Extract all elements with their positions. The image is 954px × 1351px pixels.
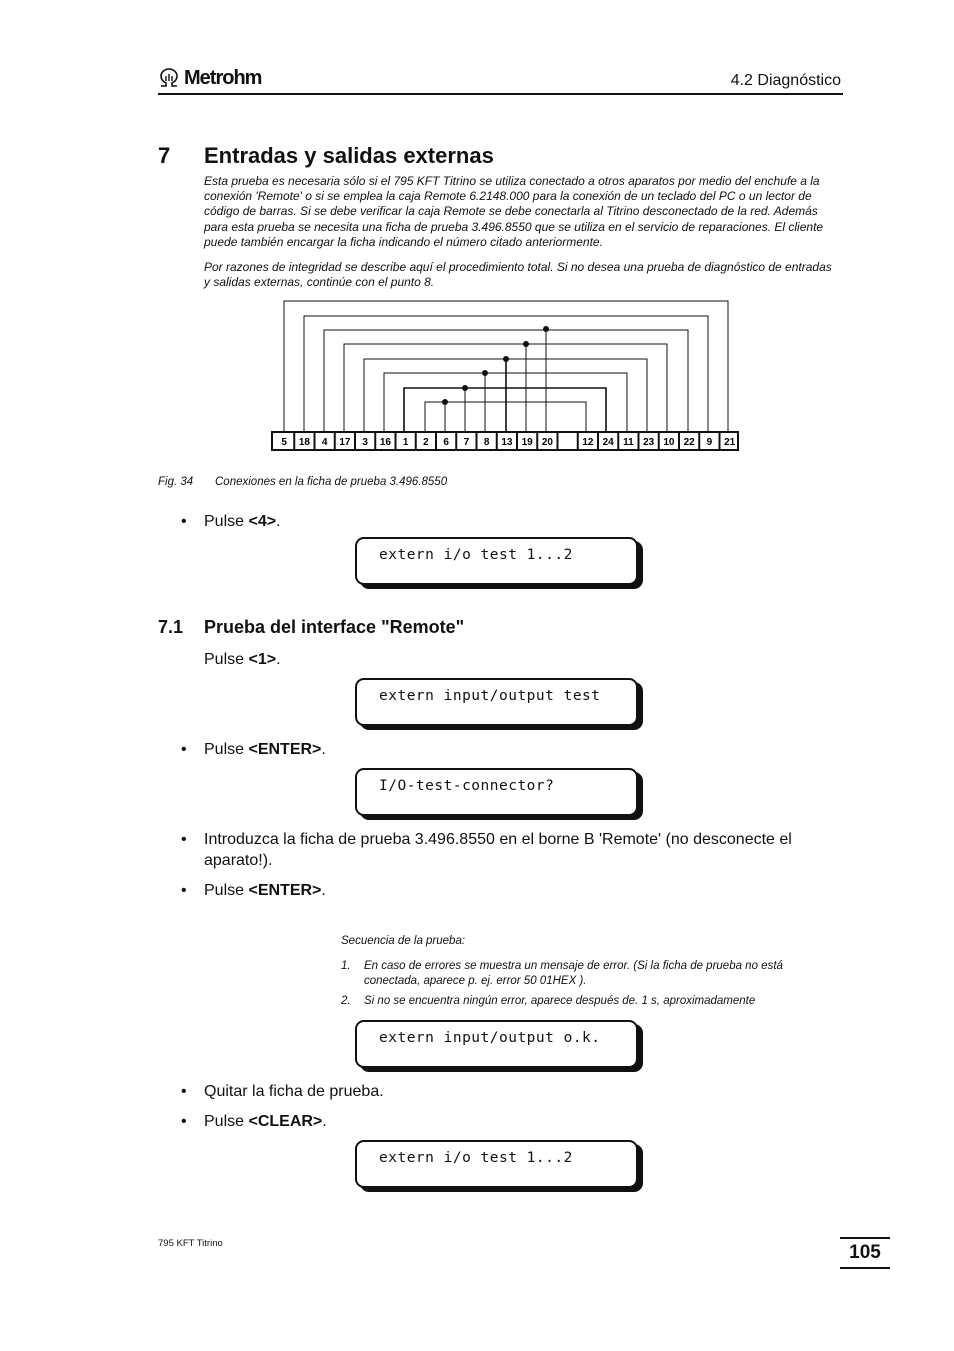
key-enter: <ENTER> [248, 741, 322, 758]
pin-label: 9 [706, 437, 713, 448]
step-text: Pulse [204, 882, 249, 899]
bullet: • [181, 882, 187, 899]
step-text: Pulse [204, 1113, 249, 1130]
connector-wiring-diagram [262, 296, 752, 456]
item-text: En caso de errores se muestra un mensaje de error. (Si la ficha de prueba no está conectada, aparece p. ej. [364, 960, 783, 987]
omega-logo-icon [158, 68, 180, 88]
figure-caption-text: Conexiones en la ficha de prueba 3.496.8550 [215, 476, 448, 488]
step-punct: . [321, 882, 326, 899]
item-number: 2. [341, 995, 351, 1007]
subsection-number: 7.1 [158, 617, 184, 637]
key-enter: <ENTER> [248, 882, 322, 899]
pin-label: 12 [582, 437, 594, 448]
pin-label: 21 [724, 437, 736, 448]
section-reference: 4.2 Diagnóstico [730, 72, 841, 89]
pin-label: 10 [663, 437, 675, 448]
lcd-text: extern i/o test 1...2 [379, 547, 573, 563]
pin-label: 23 [643, 437, 655, 448]
step-press-4 [181, 511, 281, 532]
key-1: <1> [248, 651, 277, 668]
subsection-title: Prueba del interface "Remote" [204, 617, 465, 637]
lcd-display-5 [355, 1140, 638, 1188]
pin-label: 5 [281, 437, 287, 448]
metrohm-logo [158, 66, 261, 90]
lcd-display-1 [355, 537, 638, 585]
step-press-enter-1 [181, 739, 326, 760]
intro-paragraph-1: Esta prueba es necesaria sólo si el 795 KFT Titrino se utiliza conectado a otros aparatos por medio del enchufe a la conexión 'Remote' o si se emplea la caja Remote 6.2148.000 para la conexión de un teclado del PC o un lector de código de barras. Si se debe verificar la caja Remote se debe conectarla al Titrino desconectado de la red. Además para esta prueba se necesita una ficha de prueba 3.496.8550 que se utiliza en el servicio de reparaciones. El cliente puede también encargar la ficha indicando el número citado anteriormente. [204, 174, 824, 249]
sequence-title: Secuencia de la prueba: [341, 935, 466, 947]
lcd-display-3 [355, 768, 638, 816]
lcd-text: extern input/output test [379, 688, 601, 704]
item-text: Si no se encuentra ningún error, aparece después de. 1 s, aproximadamente [364, 995, 756, 1007]
pin-label: 20 [541, 437, 553, 448]
pin-label: 7 [463, 437, 470, 448]
bullet: • [181, 1113, 187, 1130]
step-press-1 [204, 651, 281, 669]
header-rule [158, 93, 843, 95]
item-text-end: ). [576, 975, 587, 987]
lcd-display-2 [355, 678, 638, 726]
wiring-lines [284, 301, 728, 435]
pin-label: 8 [483, 437, 490, 448]
pin-label: 22 [683, 437, 695, 448]
pin-label: 4 [321, 437, 328, 448]
sequence-item-2 [341, 994, 821, 1009]
step-press-clear [181, 1111, 327, 1132]
step-text: Quitar la ficha de prueba. [204, 1083, 384, 1100]
step-punct: . [276, 651, 281, 668]
key-4: <4> [248, 513, 277, 530]
step-text: Introduzca la ficha de prueba 3.496.8550 en el borne B 'Remote' (no desconecte el aparato!). [204, 831, 792, 869]
sequence-item-1 [341, 959, 821, 989]
footer-product: 795 KFT Titrino [158, 1238, 223, 1249]
step-punct: . [276, 513, 281, 530]
bullet: • [181, 1083, 187, 1100]
pin-label: 13 [501, 437, 513, 448]
bullet: • [181, 741, 187, 758]
pin-label: 19 [521, 437, 533, 448]
item-number: 1. [341, 960, 351, 972]
bullet: • [181, 513, 187, 530]
brand-name: Metrohm [184, 66, 262, 89]
step-text: Pulse [204, 741, 249, 758]
lcd-display-4 [355, 1020, 638, 1068]
step-insert-connector [181, 829, 844, 871]
step-remove-connector [181, 1081, 384, 1102]
page-number: 105 [840, 1237, 890, 1269]
step-punct: . [322, 1113, 327, 1130]
step-press-enter-2 [181, 880, 326, 901]
lcd-text: extern i/o test 1...2 [379, 1150, 573, 1166]
pin-label: 17 [339, 437, 351, 448]
step-text: Pulse [204, 513, 249, 530]
lcd-text: extern input/output o.k. [379, 1030, 601, 1046]
figure-number: Fig. 34 [158, 476, 194, 488]
pin-label: 1 [402, 437, 409, 448]
chapter-number: 7 [158, 143, 171, 168]
pin-label: 3 [362, 437, 368, 448]
error-code: error 50 01HEX [496, 975, 577, 987]
pin-label: 16 [379, 437, 391, 448]
pin-label: 24 [602, 437, 614, 448]
intro-paragraph-2: Por razones de integridad se describe aquí el procedimiento total. Si no desea una prueba de diagnóstico de entradas y salidas externas, continúe con el punto 8. [204, 260, 832, 290]
chapter-title: Entradas y salidas externas [204, 143, 494, 168]
pin-label: 6 [443, 437, 449, 448]
pin-label: 11 [623, 437, 634, 448]
key-clear: <CLEAR> [248, 1113, 323, 1130]
step-text: Pulse [204, 651, 249, 668]
pin-label: 18 [298, 437, 310, 448]
junction-dots [442, 326, 549, 405]
bullet: • [181, 831, 187, 848]
step-punct: . [321, 741, 326, 758]
lcd-text: I/O-test-connector? [379, 778, 555, 794]
pin-label: 2 [423, 437, 429, 448]
figure-caption [158, 476, 447, 488]
